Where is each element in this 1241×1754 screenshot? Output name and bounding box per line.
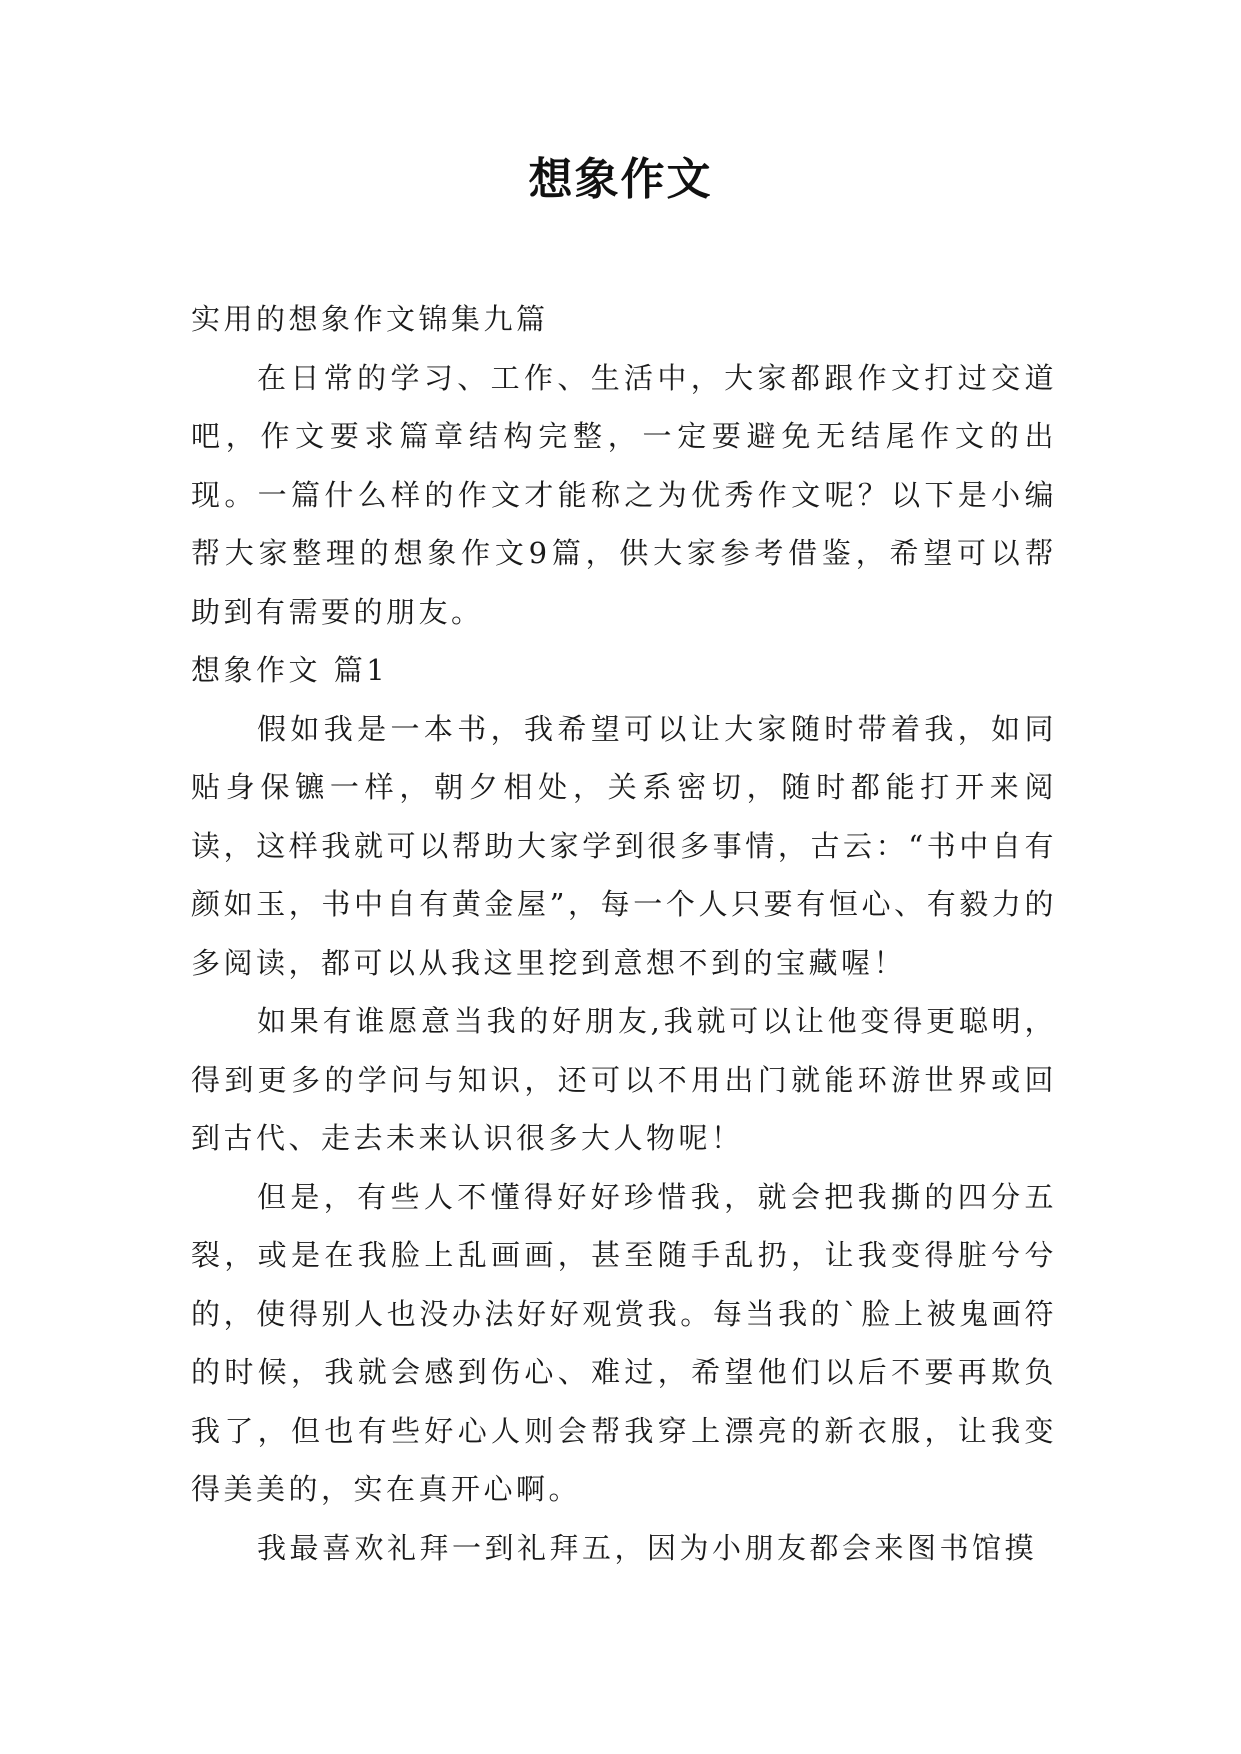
page-title: 想象作文	[528, 154, 713, 205]
body-paragraph: 如果有谁愿意当我的好朋友,我就可以让他变得更聪明，得到更多的学问与知识，还可以不用出门就能环游世界或回到古代、走去未来认识很多大人物呢！	[191, 1004, 1057, 1155]
intro-paragraph: 在日常的学习、工作、生活中，大家都跟作文打过交道吧，作文要求篇章结构完整，一定要避免无结尾作文的出现。一篇什么样的作文才能称之为优秀作文呢？以下是小编帮大家整理的想象作文9篇，供大家参考借鉴，希望可以帮助到有需要的朋友。	[191, 360, 1057, 629]
document-subtitle: 实用的想象作文锦集九篇	[191, 302, 549, 336]
body-paragraph: 假如我是一本书，我希望可以让大家随时带着我，如同贴身保镳一样，朝夕相处，关系密切，随时都能打开来阅读，这样我就可以帮助大家学到很多事情，古云：“书中自有颜如玉，书中自有黄金屋”，每一个人只要有恒心、有毅力的多阅读，都可以从我这里挖到意想不到的宝藏喔！	[191, 711, 1057, 980]
body-paragraph: 我最喜欢礼拜一到礼拜五，因为小朋友都会来图书馆摸	[257, 1530, 1038, 1565]
body-paragraph: 但是，有些人不懂得好好珍惜我，就会把我撕的四分五裂，或是在我脸上乱画画，甚至随手乱扔，让我变得脏兮兮的，使得别人也没办法好好观赏我。每当我的`脸上被鬼画符的时候，我就会感到伤心、难过，希望他们以后不要再欺负我了，但也有些好心人则会帮我穿上漂亮的新衣服，让我变得美美的，实在真开心啊。	[191, 1179, 1057, 1506]
section-heading: 想象作文 篇1	[191, 653, 389, 687]
document-body	[191, 290, 1057, 1577]
